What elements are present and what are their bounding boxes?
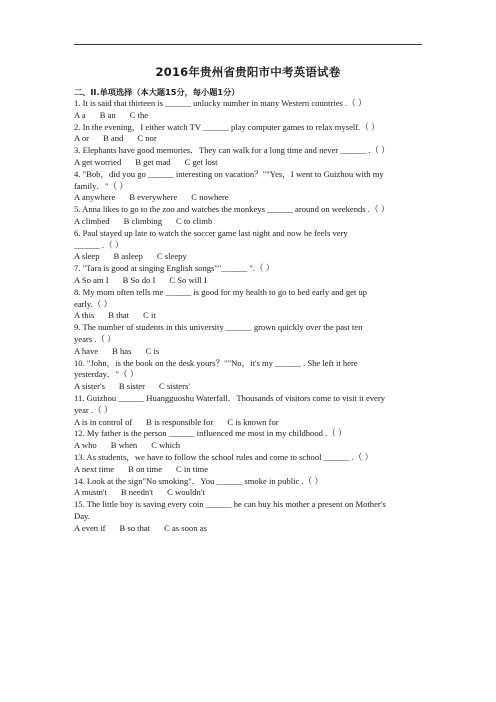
answer-options xyxy=(74,464,430,476)
answer-option: A or xyxy=(74,133,90,144)
answer-option: A So am I xyxy=(74,274,109,285)
answer-option: A mustn't xyxy=(74,487,107,498)
answer-option: B has xyxy=(112,345,132,356)
question-text: 13. As students，we have to follow the school rules and come to school ______ .（ ） xyxy=(74,451,374,462)
answer-option: B sister xyxy=(118,381,145,392)
answer-options xyxy=(74,157,430,169)
question-text: 9. The number of students in this university ______ grown quickly over the past ten xyxy=(74,322,363,333)
answer-option: C is known for xyxy=(227,416,279,427)
answer-option: A a xyxy=(74,109,86,120)
section-heading: 二、II.单项选择（本大题15分，每小题1分） xyxy=(74,87,240,97)
answer-option: A anywhere xyxy=(74,192,116,203)
answer-option: C which xyxy=(151,440,181,451)
question-text: 7. "Tara is good at singing English songs""______ ".（ ） xyxy=(74,263,275,274)
answer-option: C nor xyxy=(137,133,157,144)
question-text: 5. Anna likes to go to the zoo and watches the monkeys ______ around on weekends .（ ） xyxy=(74,204,390,215)
question-text: 3. Elephants have good memories．They can walk for a long time and never ______ .（ ） xyxy=(74,145,390,156)
answer-option: B needn't xyxy=(120,487,154,498)
answer-option: C as soon as xyxy=(164,522,207,533)
question-text: Day. xyxy=(74,510,90,521)
question-text: 6. Paul stayed up late to watch the soccer game last night and now he feels very xyxy=(74,227,348,238)
question-list xyxy=(74,98,430,534)
answer-option: C So will I xyxy=(169,274,207,285)
answer-option: A even if xyxy=(74,522,106,533)
answer-option: A get worried xyxy=(74,156,122,167)
answer-option: B on time xyxy=(128,463,163,474)
question-text: 1. It is said that thirteen is ______ unlucky number in many Western countries .（ ） xyxy=(74,98,367,108)
answer-option: A who xyxy=(74,440,97,451)
answer-option: A sister's xyxy=(74,381,105,392)
answer-option: B climbing xyxy=(123,215,162,226)
answer-option: B so that xyxy=(119,522,151,533)
answer-option: B get mad xyxy=(135,156,171,167)
answer-options xyxy=(74,381,430,393)
question-text: 4. "Bob，did you go ______ interesting on vacation？""Yes，I went to Guizhou with my xyxy=(74,168,384,179)
answer-option: B when xyxy=(110,440,138,451)
answer-option: C sisters' xyxy=(158,381,190,392)
question-text: years .（ ） xyxy=(74,333,116,344)
answer-option: B that xyxy=(108,310,130,321)
answer-option: A have xyxy=(74,345,99,356)
question-text: 8. My mom often tells me ______ is good for my health to go to bed early and get up xyxy=(74,286,368,297)
question-text: family．"（ ） xyxy=(74,180,128,191)
answer-option: A this xyxy=(74,310,95,321)
question-text: 11. Guizhou ______ Huangguoshu Waterfall．Thousands of visitors come to visit it every xyxy=(74,392,386,403)
header-rule xyxy=(74,44,422,45)
answer-options xyxy=(74,216,430,228)
answer-option: C get lost xyxy=(184,156,218,167)
question-text: 14. Look at the sign"No smoking"．You ______ smoke in public .（ ） xyxy=(74,475,323,486)
answer-option: A is in control of xyxy=(74,416,133,427)
question-text: year .（ ） xyxy=(74,404,113,415)
answer-option: C the xyxy=(129,109,149,120)
answer-options xyxy=(74,192,430,204)
question-text: 15. The little boy is saving every coin ______ he can buy his mother a present on Mother's xyxy=(74,499,386,510)
answer-option: C nowhere xyxy=(191,192,229,203)
answer-option: B everywhere xyxy=(129,192,178,203)
answer-options xyxy=(74,487,430,499)
answer-option: B asleep xyxy=(113,251,143,262)
answer-options xyxy=(74,251,430,263)
answer-options xyxy=(74,110,430,122)
answer-options xyxy=(74,275,430,287)
answer-options xyxy=(74,523,430,535)
answer-option: B an xyxy=(99,109,116,120)
answer-option: C sleepy xyxy=(156,251,187,262)
answer-option: C to climb xyxy=(176,215,213,226)
question-text: 10. "John，is the book on the desk yours？""No，it's my ______ . She left it here xyxy=(74,357,358,368)
question-text: yesterday．"（ ） xyxy=(74,369,139,380)
answer-options xyxy=(74,133,430,145)
question-text: 12. My father is the person ______ influenced me most in my childhood .（ ） xyxy=(74,428,347,439)
answer-option: C is xyxy=(145,345,160,356)
answer-option: C it xyxy=(143,310,156,321)
page-title: 2016年贵州省贵阳市中考英语试卷 xyxy=(155,65,341,79)
answer-options xyxy=(74,346,430,358)
answer-options xyxy=(74,310,430,322)
answer-options xyxy=(74,417,430,429)
answer-options xyxy=(74,440,430,452)
answer-option: B is responsible for xyxy=(146,416,214,427)
answer-option: B and xyxy=(103,133,124,144)
answer-option: A climbed xyxy=(74,215,110,226)
answer-option: A next time xyxy=(74,463,115,474)
answer-option: A sleep xyxy=(74,251,100,262)
answer-option: B So do I xyxy=(122,274,156,285)
answer-option: C wouldn't xyxy=(167,487,205,498)
question-text: ______ .（ ） xyxy=(74,239,124,250)
question-text: early.（ ） xyxy=(74,298,113,309)
question-text: 2. In the evening，I either watch TV ______ play computer games to relax myself.（ ） xyxy=(74,121,380,132)
answer-option: C in time xyxy=(176,463,209,474)
